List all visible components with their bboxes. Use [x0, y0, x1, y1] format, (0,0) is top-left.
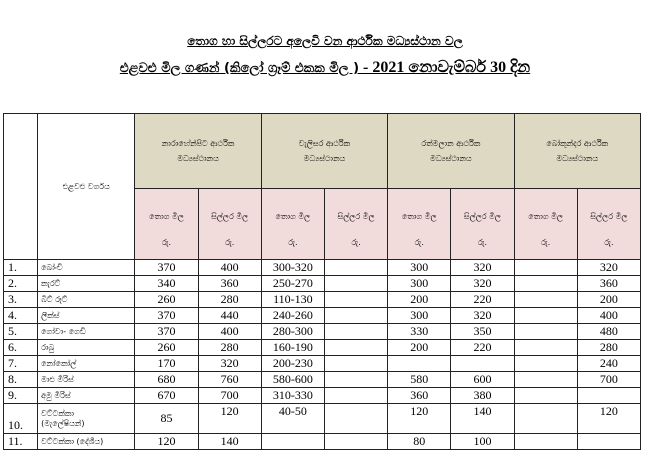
market-header-narahenpita: නාරාහේන්පිට ආර්ථික මධ්‍යස්ථානය — [135, 114, 261, 189]
price-table — [3, 113, 641, 450]
price-cell — [324, 372, 387, 388]
price-cell — [324, 340, 387, 356]
price-cell: 80 — [388, 434, 451, 450]
market-header-welisara: වැලිසර ආර්ථික මධ්‍යස්ථානය — [261, 114, 387, 189]
category-header: එළවළු වර්ගය — [38, 114, 135, 260]
retail-header: සිල්ලර මිල රු. — [324, 189, 387, 260]
table-row — [4, 292, 641, 308]
row-number: 11. — [4, 434, 38, 450]
price-cell: 40-50 — [261, 404, 324, 434]
number-header — [4, 114, 38, 260]
price-cell — [577, 388, 640, 404]
price-cell: 100 — [451, 434, 514, 450]
market-header-row — [4, 114, 641, 189]
price-cell: 300-320 — [261, 260, 324, 276]
price-cell: 140 — [451, 404, 514, 434]
page-title: තොග හා සිල්ලරට අලෙවි වන ආර්ථික මධ්‍යස්ථාන වල — [187, 34, 463, 48]
price-cell: 85 — [135, 404, 198, 434]
price-cell: 320 — [577, 260, 640, 276]
price-cell: 670 — [135, 388, 198, 404]
price-cell: 120 — [198, 404, 261, 434]
price-cell: 200 — [577, 292, 640, 308]
price-cell: 220 — [451, 292, 514, 308]
price-cell: 160-190 — [261, 340, 324, 356]
row-number: 10. — [4, 404, 38, 434]
vegetable-name: වට්ටක්කා (දේශීය) — [38, 434, 135, 450]
row-number: 3. — [4, 292, 38, 308]
table-row — [4, 340, 641, 356]
price-cell — [324, 404, 387, 434]
price-cell: 320 — [451, 260, 514, 276]
price-cell: 400 — [577, 308, 640, 324]
price-cell: 380 — [451, 388, 514, 404]
price-cell — [451, 356, 514, 372]
price-cell: 760 — [198, 372, 261, 388]
price-cell — [514, 356, 577, 372]
table-row — [4, 388, 641, 404]
row-number: 6. — [4, 340, 38, 356]
price-cell: 200 — [388, 340, 451, 356]
price-cell: 360 — [388, 388, 451, 404]
price-cell: 360 — [198, 276, 261, 292]
price-cell: 700 — [198, 388, 261, 404]
page-subtitle — [0, 59, 650, 77]
vegetable-name: බෝංචි — [38, 260, 135, 276]
price-cell: 300 — [388, 260, 451, 276]
table-row — [4, 404, 641, 434]
row-number: 1. — [4, 260, 38, 276]
price-cell — [324, 434, 387, 450]
price-cell: 140 — [198, 434, 261, 450]
price-cell — [514, 260, 577, 276]
price-cell — [514, 340, 577, 356]
price-cell — [514, 324, 577, 340]
row-number: 7. — [4, 356, 38, 372]
price-cell — [324, 260, 387, 276]
price-cell — [324, 356, 387, 372]
wholesale-header: තොග මිල රු. — [135, 189, 198, 260]
price-cell: 120 — [388, 404, 451, 434]
subtitle-prefix: එළවළු මිල ගණන් (කිලෝ ග්‍රෑම් එකක මිල ) — [119, 61, 360, 76]
price-cell — [514, 388, 577, 404]
price-cell: 320 — [451, 276, 514, 292]
price-cell: 700 — [577, 372, 640, 388]
wholesale-header: තොග මිල රු. — [388, 189, 451, 260]
price-cell: 480 — [577, 324, 640, 340]
price-cell: 170 — [135, 356, 198, 372]
vegetable-name: අමු මිරිස් — [38, 388, 135, 404]
vegetable-name: රාබු — [38, 340, 135, 356]
vegetable-name: බීට් රූට් — [38, 292, 135, 308]
price-cell: 310-330 — [261, 388, 324, 404]
price-cell — [261, 434, 324, 450]
price-cell: 240-260 — [261, 308, 324, 324]
vegetable-name: නෝකෝල් — [38, 356, 135, 372]
price-cell: 260 — [135, 292, 198, 308]
table-row — [4, 260, 641, 276]
table-row — [4, 356, 641, 372]
price-cell: 220 — [451, 340, 514, 356]
price-cell — [577, 434, 640, 450]
row-number: 5. — [4, 324, 38, 340]
price-cell: 370 — [135, 260, 198, 276]
price-cell: 400 — [198, 260, 261, 276]
row-number: 2. — [4, 276, 38, 292]
retail-header: සිල්ලර මිල රු. — [577, 189, 640, 260]
vegetable-name: මාළු මිරිස් — [38, 372, 135, 388]
price-cell: 580 — [388, 372, 451, 388]
price-cell: 200 — [388, 292, 451, 308]
price-cell: 320 — [198, 356, 261, 372]
price-cell — [514, 292, 577, 308]
table-row — [4, 308, 641, 324]
price-cell — [514, 372, 577, 388]
price-cell — [324, 388, 387, 404]
row-number: 9. — [4, 388, 38, 404]
price-cell: 400 — [198, 324, 261, 340]
price-rows — [4, 260, 641, 450]
row-number: 8. — [4, 372, 38, 388]
price-cell — [388, 356, 451, 372]
price-cell: 580-600 — [261, 372, 324, 388]
price-cell: 340 — [135, 276, 198, 292]
vegetable-name: ගෝවා- ගෙඩි — [38, 324, 135, 340]
price-cell: 110-130 — [261, 292, 324, 308]
retail-header: සිල්ලර මිල රු. — [198, 189, 261, 260]
row-number: 4. — [4, 308, 38, 324]
market-header-ratmalana: රත්මලාන ආර්ථික මධ්‍යස්ථානය — [388, 114, 514, 189]
price-cell: 440 — [198, 308, 261, 324]
market-header-bokundara: බෝකුන්දර ආර්ථික මධ්‍යස්ථානය — [514, 114, 640, 189]
price-cell: 370 — [135, 308, 198, 324]
price-cell — [324, 276, 387, 292]
table-row — [4, 372, 641, 388]
price-cell: 300 — [388, 308, 451, 324]
price-cell — [514, 276, 577, 292]
price-cell: 240 — [577, 356, 640, 372]
vegetable-name: වට්ටක්කා (මැලේෂියන්) — [38, 404, 135, 434]
price-cell: 600 — [451, 372, 514, 388]
price-cell: 280 — [577, 340, 640, 356]
price-cell: 120 — [577, 404, 640, 434]
price-cell: 370 — [135, 324, 198, 340]
wholesale-header: තොග මිල රු. — [514, 189, 577, 260]
table-row — [4, 324, 641, 340]
table-row — [4, 434, 641, 450]
price-cell — [514, 308, 577, 324]
price-cell: 280-300 — [261, 324, 324, 340]
price-cell: 360 — [577, 276, 640, 292]
price-cell: 300 — [388, 276, 451, 292]
price-cell — [514, 434, 577, 450]
price-cell: 250-270 — [261, 276, 324, 292]
price-cell: 350 — [451, 324, 514, 340]
price-cell — [324, 292, 387, 308]
price-cell: 260 — [135, 340, 198, 356]
vegetable-name: කැරට් — [38, 276, 135, 292]
price-cell: 280 — [198, 340, 261, 356]
price-cell: 120 — [135, 434, 198, 450]
subtitle-date: - 2021 නොවැම්බර් 30 දින — [363, 59, 531, 76]
price-cell: 280 — [198, 292, 261, 308]
price-cell — [324, 324, 387, 340]
vegetable-name: ලීක්ස් — [38, 308, 135, 324]
wholesale-header: තොග මිල රු. — [261, 189, 324, 260]
price-cell: 680 — [135, 372, 198, 388]
table-row — [4, 276, 641, 292]
price-cell — [324, 308, 387, 324]
price-cell: 330 — [388, 324, 451, 340]
price-cell — [514, 404, 577, 434]
price-cell: 200-230 — [261, 356, 324, 372]
price-cell: 320 — [451, 308, 514, 324]
retail-header: සිල්ලර මිල රු. — [451, 189, 514, 260]
